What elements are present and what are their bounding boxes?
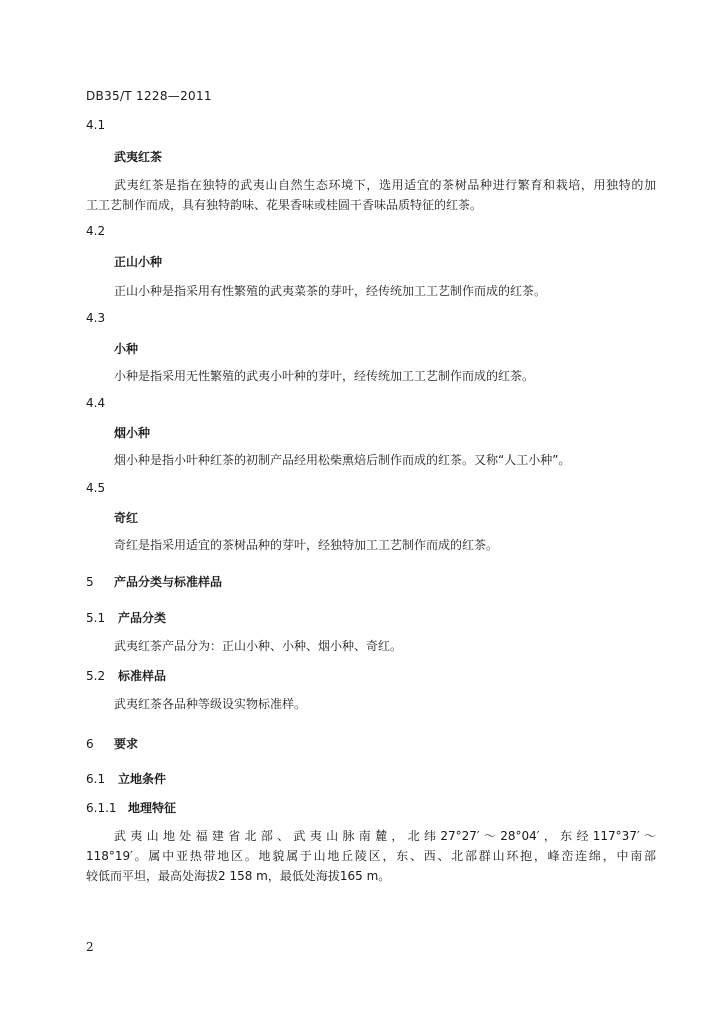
term-number-4-5: 4.5 xyxy=(86,481,106,495)
subsection-heading-6-1 xyxy=(86,771,166,787)
term-title-4-1: 武夷红茶 xyxy=(114,150,163,164)
subsection-heading-6-1-1 xyxy=(86,800,176,816)
term-number-4-1: 4.1 xyxy=(86,118,106,132)
paragraph-line: 较低而平坦，最高处海拔2 158 m，最低处海拔165 m。 xyxy=(86,869,391,883)
paragraph-line: 武夷山地处福建省北部、武夷山脉南麓，北纬27°27′～28°04′，东经117°37′～ xyxy=(114,829,656,843)
term-title-4-5: 奇红 xyxy=(114,511,139,525)
subsection-title: 立地条件 xyxy=(118,772,167,786)
paragraph-line: 118°19′。属中亚热带地区。地貌属于山地丘陵区，东、西、北部群山环抱，峰峦连绵，中南部 xyxy=(86,849,656,863)
term-definition-line: 正山小种是指采用有性繁殖的武夷菜茶的芽叶，经传统加工工艺制作而成的红茶。 xyxy=(114,284,547,298)
paragraph: 武夷红茶各品种等级设实物标准样。 xyxy=(114,697,307,711)
section-number: 6 xyxy=(86,737,94,751)
section-number: 5 xyxy=(86,575,94,589)
paragraph: 武夷红茶产品分为：正山小种、小种、烟小种、奇红。 xyxy=(114,639,403,653)
document-code: DB35/T 1228—2011 xyxy=(86,89,212,103)
term-definition-line: 工工艺制作而成，具有独特韵味、花果香味或桂圆干香味品质特征的红茶。 xyxy=(86,198,483,212)
subsection-heading-5-1 xyxy=(86,610,166,626)
subsection-number: 5.1 xyxy=(86,611,106,625)
term-definition-line: 武夷红茶是指在独特的武夷山自然生态环境下，选用适宜的茶树品种进行繁育和栽培，用独特的加 xyxy=(114,178,656,192)
section-heading-5 xyxy=(86,574,222,590)
subsection-number: 5.2 xyxy=(86,669,106,683)
section-heading-6 xyxy=(86,736,138,752)
subsection-title: 地理特征 xyxy=(128,801,177,815)
term-definition-line: 奇红是指采用适宜的茶树品种的芽叶，经独特加工工艺制作而成的红茶。 xyxy=(114,538,499,552)
term-title-4-2: 正山小种 xyxy=(114,255,163,269)
term-title-4-4: 烟小种 xyxy=(114,426,151,440)
subsection-heading-5-2 xyxy=(86,668,166,684)
subsection-title: 标准样品 xyxy=(118,669,167,683)
section-title: 产品分类与标准样品 xyxy=(114,575,223,589)
term-number-4-2: 4.2 xyxy=(86,224,106,238)
subsection-title: 产品分类 xyxy=(118,611,167,625)
term-number-4-3: 4.3 xyxy=(86,311,106,325)
page-number: 2 xyxy=(86,940,94,954)
term-number-4-4: 4.4 xyxy=(86,396,106,410)
section-title: 要求 xyxy=(114,737,139,751)
term-definition-line: 小种是指采用无性繁殖的武夷小叶种的芽叶，经传统加工工艺制作而成的红茶。 xyxy=(114,369,535,383)
term-title-4-3: 小种 xyxy=(114,342,139,356)
term-definition-line: 烟小种是指小叶种红茶的初制产品经用松柴熏焙后制作而成的红茶。又称“人工小种”。 xyxy=(114,453,571,467)
subsection-number: 6.1 xyxy=(86,772,106,786)
subsection-number: 6.1.1 xyxy=(86,801,117,815)
